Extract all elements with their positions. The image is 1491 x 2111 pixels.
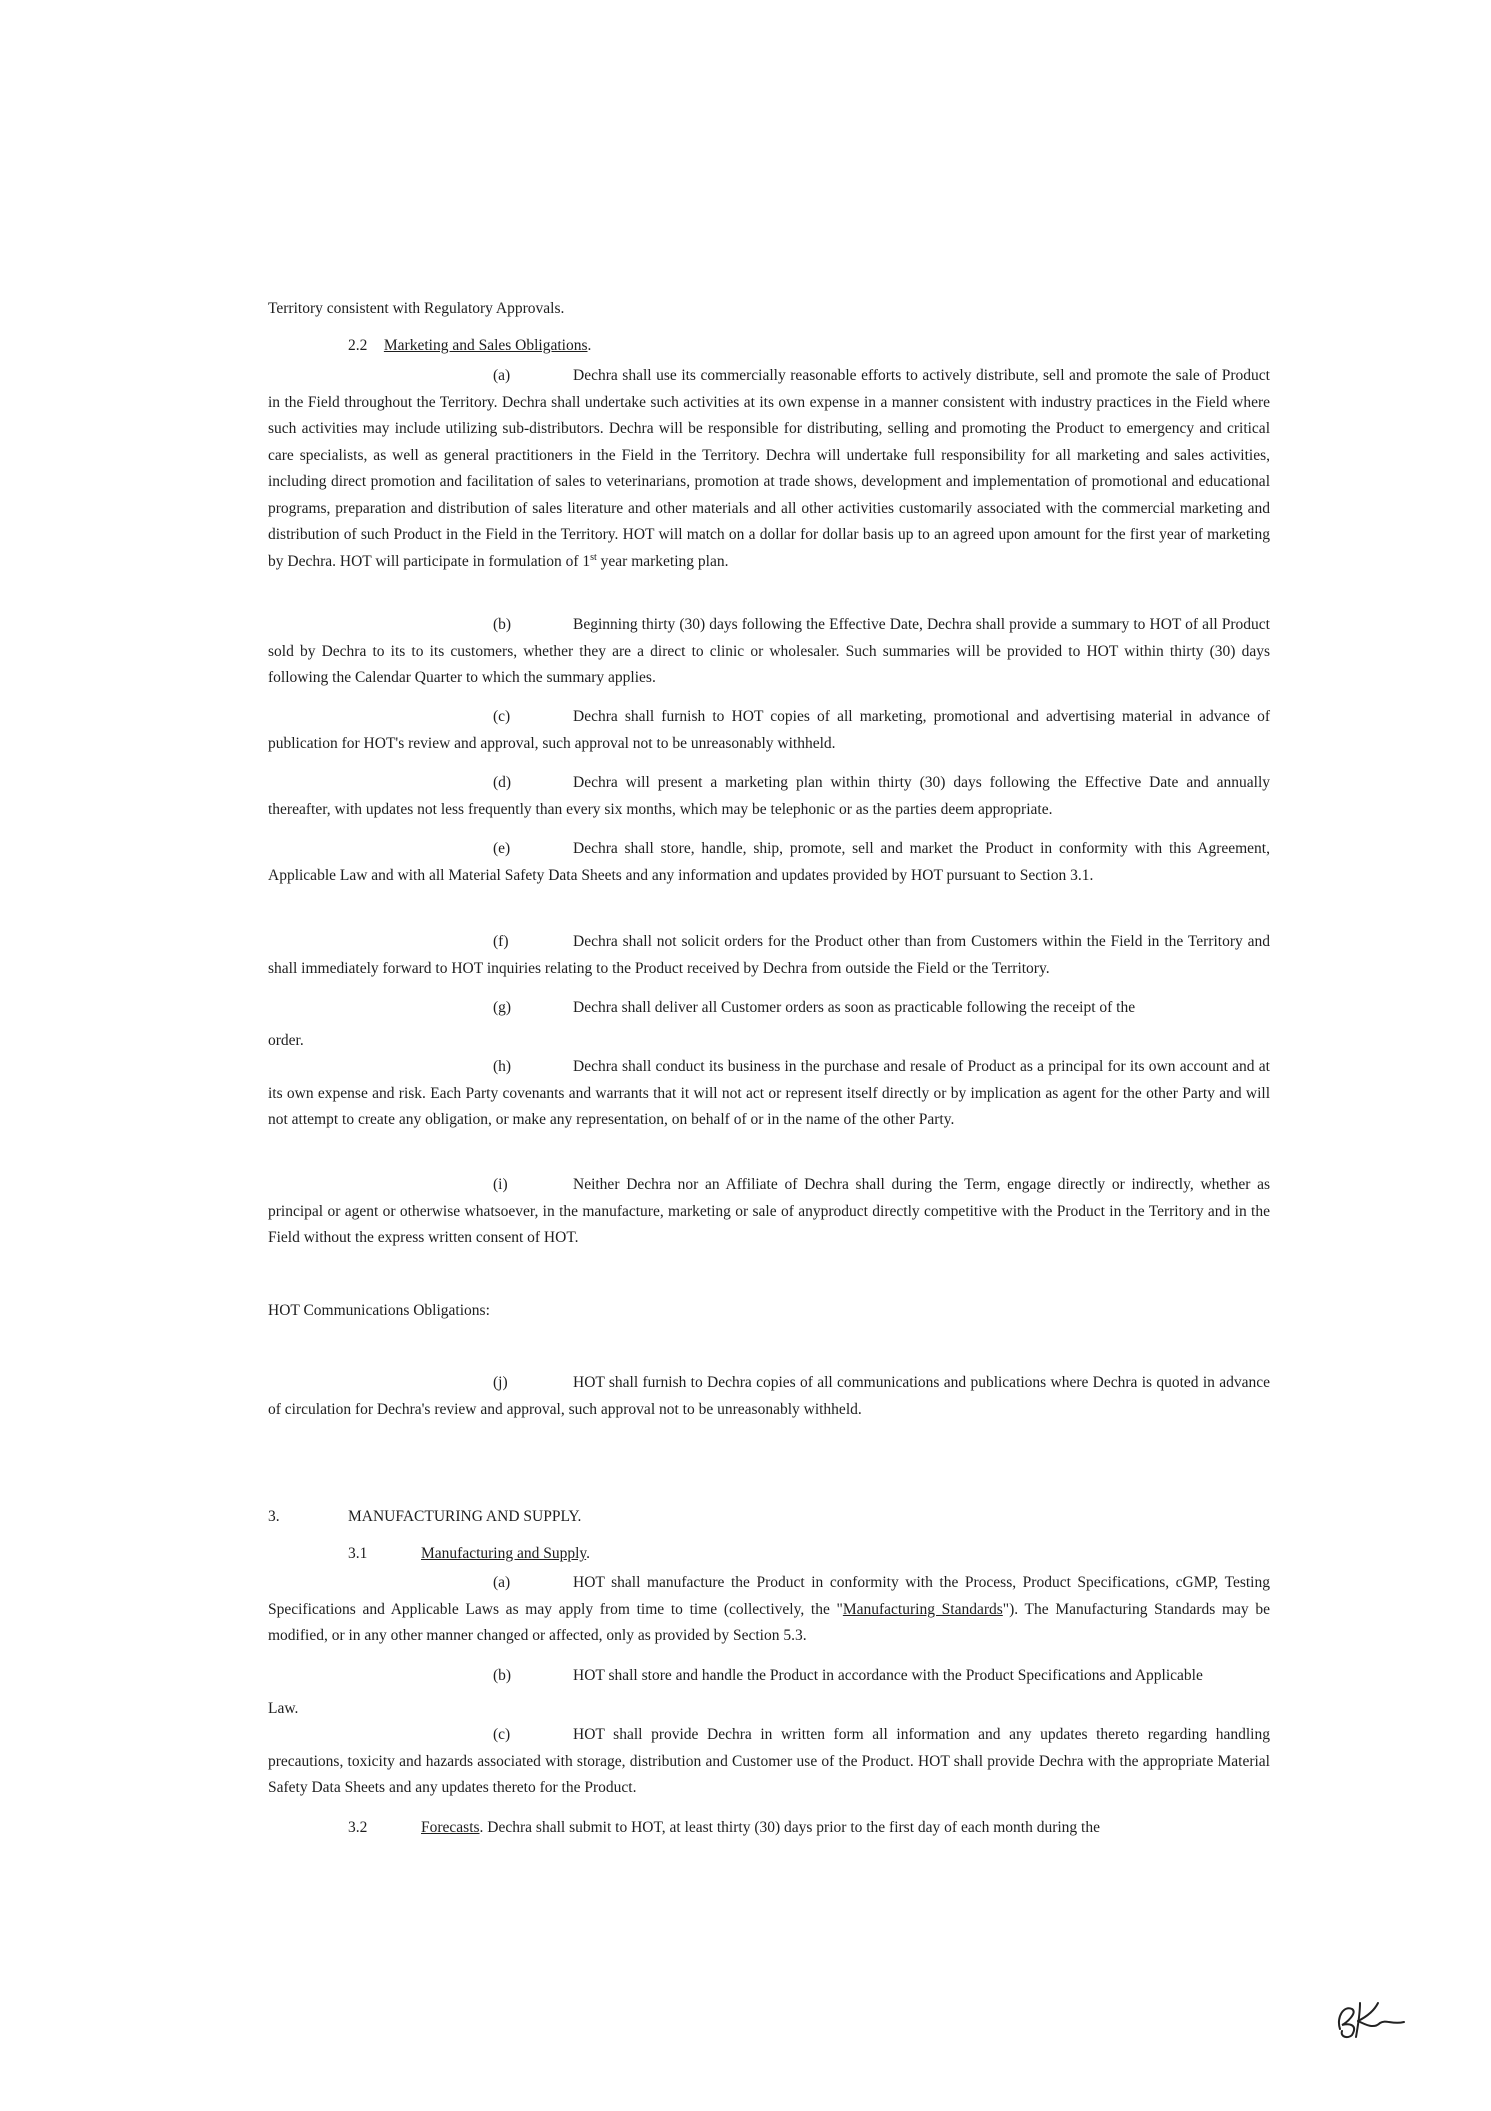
clause-3-1-b [268, 1663, 1270, 1690]
clause-label: (i) [493, 1176, 508, 1193]
clause-text: Dechra shall furnish to HOT copies of all marketing, promotional and advertising material in advance of publication for HOT's review and approval, such approval not to be unreasonably withheld. [268, 708, 1270, 752]
section-number: 2.2 [348, 337, 368, 354]
clause-text: Beginning thirty (30) days following the Effective Date, Dechra shall provide a summary to HOT of all Product sold by Dechra to its to its customers, whether they are a direct to clinic or wholesaler. Such summaries will be provided to HOT within thirty (30) days following the Calendar Quarter to which the summary applies. [268, 616, 1270, 686]
clause-label: (b) [493, 616, 512, 633]
section-number: 3.1 [348, 1545, 368, 1562]
section-title: Marketing and Sales Obligations [383, 337, 588, 354]
clause-label: (h) [493, 1058, 512, 1075]
clause-2-2-h [268, 1054, 1270, 1134]
clause-text: HOT shall provide Dechra in written form all information and any updates thereto regarding handling precautions, toxicity and hazards associated with storage, distribution and Customer use of the Product. HOT shall provide Dechra with the appropriate Material Safety Data Sheets and any updates thereto for the Product. [268, 1726, 1270, 1796]
clause-label: (f) [493, 933, 509, 950]
clause-label: (e) [493, 840, 511, 857]
defined-term: Manufacturing Standards [842, 1600, 1003, 1618]
section-3-heading [268, 1504, 1270, 1531]
clause-text: Dechra shall use its commercially reasonable efforts to actively distribute, sell and promote the sale of Product in the Field throughout the Territory. Dechra shall undertake such activities at its own expense in a manner consistent with industry practices in the Field where such activities may include utilizing sub-distributors. Dechra will be responsible for distributing, selling and promoting the Product to emergency and critical care specialists, as well as general practitioners in the Field in the Territory. Dechra will undertake full responsibility for all marketing and sales activities, including direct promotion and facilitation of sales to veterinarians, promotion at trade shows, development and implementation of promotional and educational programs, preparation and distribution of sales literature and other materials and all other activities customarily associated with the commercial marketing and distribution of such Product in the Field in the Territory. HOT will match on a dollar for dollar basis up to an agreed upon amount for the first year of marketing by Dechra. HOT will participate in formulation of 1 [268, 367, 1270, 570]
handwritten-initials [1330, 1995, 1408, 2041]
clause-label: (j) [493, 1374, 508, 1391]
section-number: 3.2 [348, 1819, 368, 1836]
clause-2-2-d [268, 770, 1270, 823]
clause-text: Dechra shall not solicit orders for the Product other than from Customers within the Field in the Territory and shall immediately forward to HOT inquiries relating to the Product received by Dechra from outside the Field or the Territory. [268, 933, 1270, 977]
section-3-2: 3.2 Forecasts. Dechra shall submit to HOT, at least thirty (30) days prior to the first day of each month during the [268, 1815, 1350, 1842]
clause-text: Dechra shall conduct its business in the purchase and resale of Product as a principal for its own account and at its own expense and risk. Each Party covenants and warrants that it will not act or represent itself directly or by implication as agent for the other Party and will not attempt to create any obligation, or make any representation, on behalf of or in the name of the other Party. [268, 1058, 1270, 1128]
clause-text-end: year marketing plan. [596, 552, 729, 570]
clause-text: Dechra will present a marketing plan within thirty (30) days following the Effective Date and annually thereafter, with updates not less frequently than every six months, which may be telephonic or as the parties deem appropriate. [268, 774, 1270, 818]
clause-2-2-b [268, 612, 1270, 692]
clause-2-2-c [268, 704, 1270, 757]
clause-2-2-j [268, 1370, 1270, 1423]
clause-3-1-b-wrap: Law. [268, 1700, 299, 1717]
clause-2-2-a [268, 363, 1270, 575]
section-title: Forecasts [421, 1819, 480, 1836]
clause-text: Neither Dechra nor an Affiliate of Dechra shall during the Term, engage directly or indirectly, whether as principal or agent or otherwise whatsoever, in the manufacture, marketing or sale of anyproduct directly competitive with the Product in the Territory and in the Field without the express written consent of HOT. [268, 1176, 1270, 1246]
clause-text: Dechra shall deliver all Customer orders as soon as practicable following the receipt of the [573, 999, 1136, 1016]
section-2-2-heading: 2.2 Marketing and Sales Obligations. [268, 333, 1350, 360]
clause-label: (a) [493, 1574, 511, 1591]
clause-text: HOT shall store and handle the Product in accordance with the Product Specifications and Applicable [573, 1667, 1203, 1684]
section-title: Manufacturing and Supply [421, 1545, 587, 1562]
hot-communications-heading: HOT Communications Obligations: [268, 1302, 490, 1319]
section-number: 3. [268, 1508, 280, 1525]
clause-3-1-c [268, 1722, 1270, 1802]
section-text: Dechra shall submit to HOT, at least thirty (30) days prior to the first day of each month during the [483, 1819, 1100, 1836]
clause-label: (a) [493, 367, 511, 384]
clause-2-2-g-wrap: order. [268, 1032, 304, 1049]
clause-3-1-a [268, 1570, 1270, 1650]
clause-label: (c) [493, 1726, 511, 1743]
continued-line: Territory consistent with Regulatory Approvals. [268, 300, 565, 317]
clause-label: (g) [493, 999, 512, 1016]
clause-2-2-e [268, 836, 1270, 889]
section-title: MANUFACTURING AND SUPPLY. [348, 1508, 582, 1525]
section-3-1-heading: 3.1 Manufacturing and Supply. [268, 1541, 1350, 1568]
clause-label: (d) [493, 774, 512, 791]
clause-text: Dechra shall store, handle, ship, promote, sell and market the Product in conformity with this Agreement, Applicable Law and with all Material Safety Data Sheets and any information and updates provided by HOT pursuant to Section 3.1. [268, 840, 1270, 884]
clause-text: HOT shall manufacture the Product in conformity with the Process, Product Specifications, cGMP, Testing Specifications and Applicable Laws as may apply from time to time (collectively, the " [268, 1574, 1270, 1618]
clause-2-2-i [268, 1172, 1270, 1252]
ordinal-superscript: st [590, 551, 597, 563]
clause-text-end: "). The Manufacturing Standards may be modified, or in any other manner changed or affected, only as provided by Section 5.3. [268, 1600, 1270, 1644]
clause-label: (c) [493, 708, 511, 725]
clause-label: (b) [493, 1667, 512, 1684]
clause-text: HOT shall furnish to Dechra copies of all communications and publications where Dechra is quoted in advance of circulation for Dechra's review and approval, such approval not to be unreasonably withheld. [268, 1374, 1270, 1418]
clause-2-2-g [268, 995, 1270, 1022]
clause-2-2-f [268, 929, 1270, 982]
